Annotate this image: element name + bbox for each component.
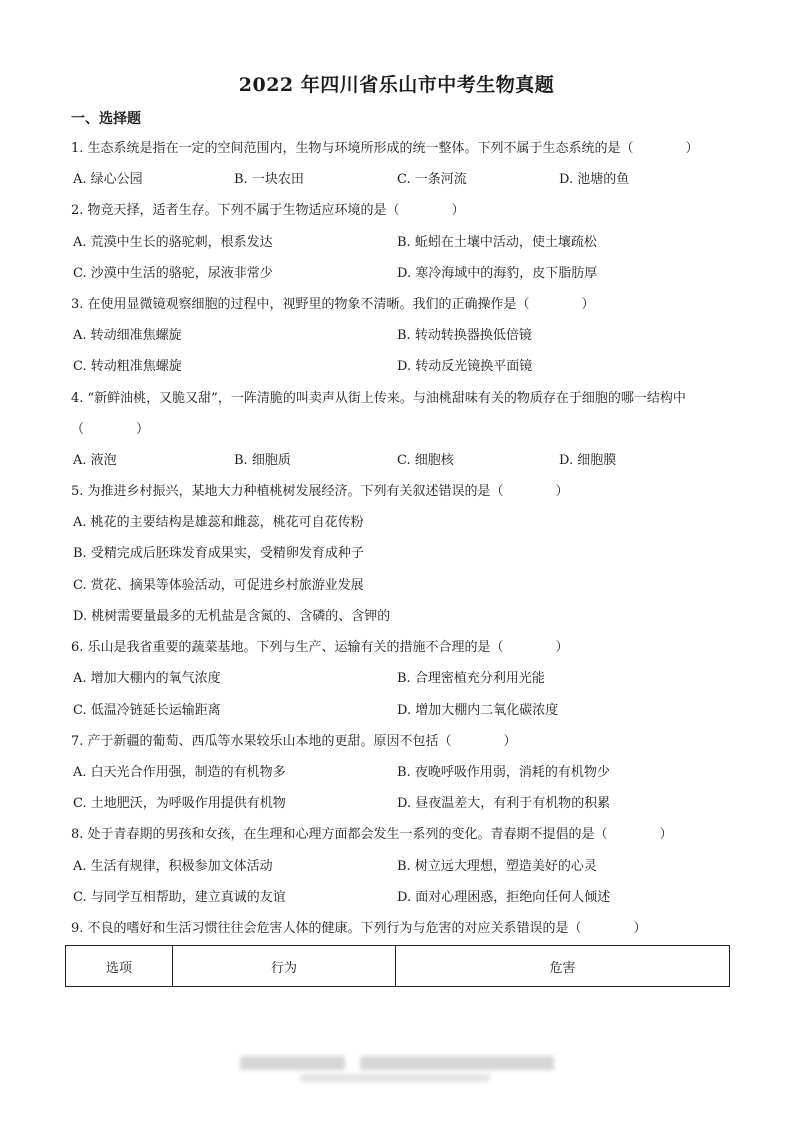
question-5-option-c: C. 赏花、摘果等体验活动，可促进乡村旅游业发展 bbox=[73, 578, 364, 593]
question-3-option-d: D. 转动反光镜换平面镜 bbox=[397, 359, 533, 374]
question-2-option-b: B. 蚯蚓在土壤中活动，使土壤疏松 bbox=[397, 235, 597, 250]
question-5-option-b: B. 受精完成后胚珠发育成果实，受精卵发育成种子 bbox=[73, 546, 364, 561]
question-6-option-b: B. 合理密植充分利用光能 bbox=[397, 671, 545, 686]
question-7-option-b: B. 夜晚呼吸作用弱，消耗的有机物少 bbox=[397, 765, 610, 780]
question-1-stem: 1. 生态系统是指在一定的空间范围内，生物与环境所形成的统一整体。下列不属于生态系统的是（ ） bbox=[71, 141, 699, 156]
question-2-option-d: D. 寒冷海域中的海豹，皮下脂肪厚 bbox=[397, 266, 598, 281]
question-6-option-a: A. 增加大棚内的氧气浓度 bbox=[73, 671, 221, 686]
question-3-option-a: A. 转动细准焦螺旋 bbox=[73, 328, 182, 343]
page-title: 2022 年四川省乐山市中考生物真题 bbox=[238, 74, 555, 96]
question-4-option-d: D. 细胞膜 bbox=[559, 453, 617, 468]
footer-watermark bbox=[240, 1056, 554, 1070]
question-1-option-d: D. 池塘的鱼 bbox=[559, 172, 630, 187]
question-5-option-d: D. 桃树需要量最多的无机盐是含氮的、含磷的、含钾的 bbox=[73, 609, 391, 624]
question-6-option-d: D. 增加大棚内二氧化碳浓度 bbox=[397, 703, 559, 718]
question-7-stem: 7. 产于新疆的葡萄、西瓜等水果较乐山本地的更甜。原因不包括（ ） bbox=[71, 734, 517, 749]
question-5-stem: 5. 为推进乡村振兴，某地大力种植桃树发展经济。下列有关叙述错误的是（ ） bbox=[71, 484, 569, 499]
question-6-option-c: C. 低温冷链延长运输距离 bbox=[73, 703, 221, 718]
question-5-option-a: A. 桃花的主要结构是雄蕊和雌蕊，桃花可自花传粉 bbox=[73, 515, 364, 530]
question-6-stem: 6. 乐山是我省重要的蔬菜基地。下列与生产、运输有关的措施不合理的是（ ） bbox=[71, 640, 569, 655]
section-heading: 一、选择题 bbox=[71, 111, 141, 127]
table-header-behavior: 行为 bbox=[173, 946, 396, 987]
question-7-option-c: C. 土地肥沃，为呼吸作用提供有机物 bbox=[73, 796, 286, 811]
question-4-option-c: C. 细胞核 bbox=[397, 453, 454, 468]
question-9-table bbox=[65, 945, 730, 987]
question-4-option-a: A. 液泡 bbox=[73, 453, 117, 468]
question-2-option-c: C. 沙漠中生活的骆驼，尿液非常少 bbox=[73, 266, 273, 281]
question-7-option-d: D. 昼夜温差大，有利于有机物的积累 bbox=[397, 796, 611, 811]
question-2-stem: 2. 物竞天择，适者生存。下列不属于生物适应环境的是（ ） bbox=[71, 203, 465, 218]
question-8-option-c: C. 与同学互相帮助，建立真诚的友谊 bbox=[73, 890, 286, 905]
question-2-option-a: A. 荒漠中生长的骆驼刺，根系发达 bbox=[73, 235, 273, 250]
question-3-option-c: C. 转动粗准焦螺旋 bbox=[73, 359, 182, 374]
question-7-option-a: A. 白天光合作用强，制造的有机物多 bbox=[73, 765, 286, 780]
table-header-row bbox=[66, 946, 730, 987]
question-3-stem: 3. 在使用显微镜观察细胞的过程中，视野里的物象不清晰。我们的正确操作是（ ） bbox=[71, 297, 595, 312]
question-1-option-a: A. 绿心公园 bbox=[73, 172, 143, 187]
table-header-option: 选项 bbox=[66, 946, 173, 987]
question-4-stem: 4. “新鲜油桃，又脆又甜”，一阵清脆的叫卖声从街上传来。与油桃甜味有关的物质存在于细胞的哪一结构中 bbox=[71, 391, 686, 406]
question-1-option-b: B. 一块农田 bbox=[234, 172, 304, 187]
question-4-stem-continuation: （ ） bbox=[71, 422, 150, 437]
table-header-harm: 危害 bbox=[396, 946, 730, 987]
question-9-stem: 9. 不良的嗜好和生活习惯往往会危害人体的健康。下列行为与危害的对应关系错误的是（ ） bbox=[71, 921, 647, 936]
question-4-option-b: B. 细胞质 bbox=[234, 453, 291, 468]
question-8-option-a: A. 生活有规律，积极参加文体活动 bbox=[73, 859, 273, 874]
question-1-option-c: C. 一条河流 bbox=[397, 172, 467, 187]
question-8-stem: 8. 处于青春期的男孩和女孩，在生理和心理方面都会发生一系列的变化。青春期不提倡的是（ ） bbox=[71, 827, 673, 842]
question-3-option-b: B. 转动转换器换低倍镜 bbox=[397, 328, 532, 343]
question-8-option-d: D. 面对心理困惑，拒绝向任何人倾述 bbox=[397, 890, 611, 905]
question-8-option-b: B. 树立远大理想，塑造美好的心灵 bbox=[397, 859, 597, 874]
